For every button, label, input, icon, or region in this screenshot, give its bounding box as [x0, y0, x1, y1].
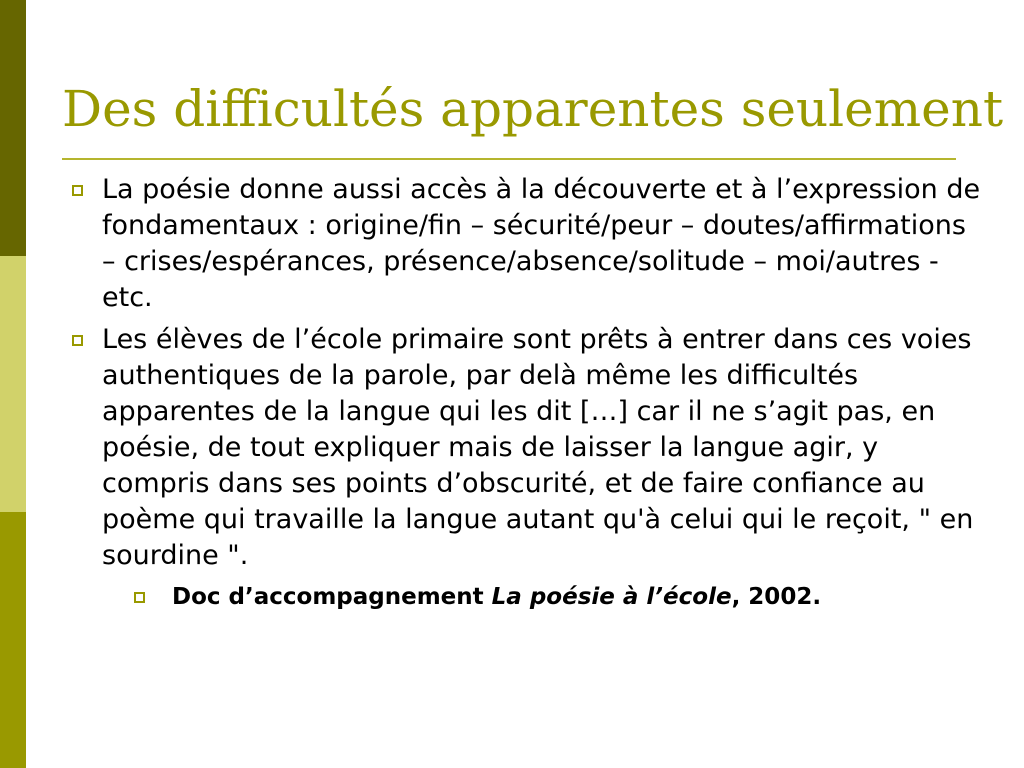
reference-title: La poésie à l’école: [491, 584, 732, 610]
bullet-text-1: La poésie donne aussi accès à la découverte et à l’expression de fondamentaux : origine/fin – sécurité/peur – doutes/affirmations – crises/espérances, présence/absence/solitude – moi/autres - etc.: [102, 174, 981, 313]
reference-suffix: , 2002.: [731, 584, 822, 610]
left-bar-segment-middle: [0, 256, 26, 512]
decorative-left-bar: [0, 0, 26, 768]
slide-body: [62, 172, 982, 614]
bullet-text-2: Les élèves de l’école primaire sont prêts à entrer dans ces voies authentiques de la parole, par delà même les difficultés apparentes de la langue qui les dit […] car il ne s’agit pas, en poésie, de tout expliquer mais de laisser la langue agir, y compris dans ses points d’obscurité, et de faire confiance au poème qui travaille la langue autant qu'à celui qui le reçoit, " en sourdine ".: [102, 324, 974, 571]
bullet-item-2: [62, 322, 982, 574]
slide-title: Des difficultés apparentes seulement: [62, 80, 1004, 138]
left-bar-segment-top: [0, 0, 26, 256]
left-bar-segment-bottom: [0, 512, 26, 768]
bullet-item-1: [62, 172, 982, 316]
square-bullet-icon: [72, 335, 83, 346]
title-underline: [62, 158, 956, 160]
sub-bullet-reference: [132, 580, 982, 614]
square-bullet-icon: [134, 592, 145, 603]
square-bullet-icon: [72, 185, 83, 196]
reference-prefix: Doc d’accompagnement: [172, 584, 492, 610]
